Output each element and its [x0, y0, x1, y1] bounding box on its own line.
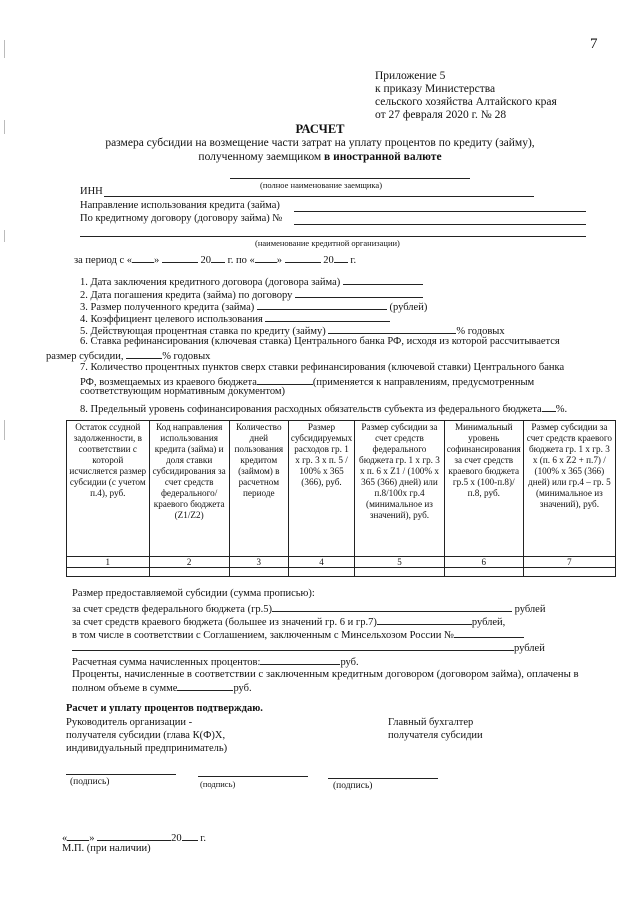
table-data-row [67, 568, 616, 577]
date-end: г. [200, 833, 206, 844]
table-cell[interactable] [288, 568, 354, 577]
signature-line-3[interactable] [328, 778, 438, 779]
bottom-line2 [72, 601, 545, 615]
table-header-cell: Минимальный уровень софинансирования за счет средств краевого бюджета гр.5 х (100-п.8)/п.8, руб. [444, 421, 523, 557]
item-6-line1: 6. Ставка рефинансирования (ключевая ставка) Центрального банка РФ, исходя из которой рассчитывается [80, 336, 560, 347]
appendix-line4: от 27 февраля 2020 г. № 28 [375, 109, 507, 121]
period-day1-field[interactable] [132, 252, 154, 263]
appendix-line1: Приложение 5 [375, 70, 446, 82]
period-quote2: » [276, 255, 283, 266]
item-1-label: 1. Дата заключения кредитного договора (договора займа) [80, 277, 341, 288]
item-8-field[interactable] [542, 401, 556, 412]
table-cell[interactable] [67, 568, 150, 577]
inn-field[interactable] [104, 196, 534, 197]
item-8-label: 8. Предельный уровень софинансирования расходных обязательств субъекта из федерального бюджета [80, 404, 542, 415]
bottom-line5 [72, 640, 545, 654]
interest-suffix: руб. [340, 657, 359, 668]
direction-label: Направление использования кредита (займа) [80, 200, 280, 211]
subtitle-line1: размера субсидии на возмещение части затрат на уплату процентов по кредиту (займу), [105, 137, 535, 149]
item-6-suffix: % годовых [162, 351, 211, 362]
regional-suffix: рублей, [471, 617, 506, 628]
bottom-line4 [72, 627, 524, 641]
margin-mark [4, 420, 5, 440]
item-6-label: размер субсидии, [46, 351, 124, 362]
period-line [74, 252, 356, 266]
item-3-label: 3. Размер полученного кредита (займа) [80, 302, 255, 313]
federal-suffix: рублей [514, 604, 546, 615]
table-col-number: 2 [149, 557, 229, 568]
margin-mark [4, 230, 5, 242]
table-header-cell: Код направления использования кредита (займа) и доля ставки субсидирования за счет средств федерального/краевого бюджета (Z1/Z2) [149, 421, 229, 557]
borrower-line [230, 178, 470, 179]
calculation-table [66, 420, 616, 577]
bottom-line8 [72, 680, 252, 694]
bottom-line1: Размер предоставляемой субсидии (сумма прописью): [72, 588, 315, 599]
date-day-field[interactable] [67, 830, 89, 841]
table-col-number: 7 [523, 557, 615, 568]
item-4-field[interactable] [265, 311, 390, 322]
agreement-ministry-field[interactable] [454, 627, 524, 638]
table-number-row [67, 557, 616, 568]
item-6-field[interactable] [126, 348, 162, 359]
period-day2-field[interactable] [255, 252, 277, 263]
subtitle-line2 [0, 151, 640, 163]
regional-label: за счет средств краевого бюджета (большее из значений гр. 6 и гр.7) [72, 617, 377, 628]
org-line [80, 236, 586, 237]
interest-field[interactable] [260, 654, 340, 665]
item-7-label: РФ, возмещаемых из краевого бюджета [80, 377, 257, 388]
date-line [62, 830, 206, 844]
bottom-line6 [72, 654, 359, 668]
table-col-number: 5 [355, 557, 445, 568]
date-quote: » [89, 833, 95, 844]
period-prefix: за период с « [74, 255, 133, 266]
period-mid: г. по « [227, 255, 255, 266]
item-4-label: 4. Коэффициент целевого использования [80, 314, 263, 325]
date-year-field[interactable] [182, 830, 198, 841]
agreement-amount-field[interactable] [72, 640, 514, 651]
margin-mark [4, 40, 5, 58]
signature-caption-2: (подпись) [200, 779, 236, 789]
period-end: г. [350, 255, 357, 266]
item-6-line2 [46, 348, 210, 362]
item-5-label: 5. Действующая процентная ставка по кредиту (займу) [80, 326, 326, 337]
item-3-suffix: (рублей) [389, 302, 428, 313]
item-8-suffix: %. [555, 404, 568, 415]
table-col-number: 3 [229, 557, 288, 568]
item-2-label: 2. Дата погашения кредита (займа) по договору [80, 290, 293, 301]
table-header-row [67, 421, 616, 557]
item-3-field[interactable] [257, 299, 387, 310]
agreement-field[interactable] [294, 224, 586, 225]
period-year1-field[interactable] [211, 252, 225, 263]
accountant-line2: получателя субсидии [388, 730, 483, 741]
date-prefix: « [62, 833, 68, 844]
org-caption: (наименование кредитной организации) [255, 238, 400, 248]
bottom-line3 [72, 614, 505, 628]
table-header-cell: Количество дней пользования кредитом (займом) в расчетном периоде [229, 421, 288, 557]
table-cell[interactable] [149, 568, 229, 577]
federal-amount-field[interactable] [272, 601, 512, 612]
table-col-number: 1 [67, 557, 150, 568]
signature-caption-3: (подпись) [333, 781, 373, 791]
paid-label: полном объеме в сумме [72, 683, 178, 694]
interest-label: Расчетная сумма начисленных процентов: [72, 657, 261, 668]
head-line2: получателя субсидии (глава К(Ф)Х, [66, 730, 226, 741]
date-month-field[interactable] [97, 830, 171, 841]
period-quote1: » [154, 255, 160, 266]
accountant-line1: Главный бухгалтер [388, 717, 474, 728]
item-7-field[interactable] [257, 374, 313, 385]
item-5-suffix: % годовых [456, 326, 505, 337]
regional-amount-field[interactable] [377, 614, 472, 625]
appendix-line2: к приказу Министерства [375, 83, 496, 95]
inn-label: ИНН [80, 186, 103, 197]
item-7-line1: 7. Количество процентных пунктов сверх ставки рефинансирования (ключевой ставки) Центрального банка [80, 362, 565, 373]
signature-line-1[interactable] [66, 774, 176, 775]
stamp-note: М.П. (при наличии) [62, 843, 151, 854]
period-year1: 20 [200, 255, 212, 266]
table-header-cell: Размер субсидии за счет средств краевого бюджета гр. 1 х гр. 3 х (п. 6 х Z2 + п.7) / (100% х 365 (366) дней) или гр.4 – гр. 5 (минимальное из значений), руб. [523, 421, 615, 557]
bottom-line7: Проценты, начисленные в соответствии с заключенным кредитным договором (договором займа), оплачены в [72, 668, 579, 680]
table-header-cell: Остаток ссудной задолженности, в соответствии с которой исчисляется размер субсидии (с учетом п.4), руб. [67, 421, 150, 557]
page-title: РАСЧЕТ [295, 122, 345, 136]
item-7-line3: соответствующим нормативным документом) [80, 386, 286, 397]
table-header-cell: Размер субсидируемых расходов гр. 1 х гр. 3 х п. 5 / 100% х 365 (366), руб. [288, 421, 354, 557]
direction-field[interactable] [294, 211, 586, 212]
date-year: 20 [171, 833, 182, 844]
item-2-field[interactable] [295, 287, 423, 298]
item-5 [80, 323, 505, 337]
head-line1: Руководитель организации - [66, 717, 193, 728]
agreement-ministry-label: в том числе в соответствии с Соглашением, заключенным с Минсельхозом России № [72, 630, 454, 641]
table-cell[interactable] [444, 568, 523, 577]
table-cell[interactable] [523, 568, 615, 577]
confirm-heading: Расчет и уплату процентов подтверждаю. [66, 703, 263, 714]
item-5-field[interactable] [328, 323, 456, 334]
table-col-number: 6 [444, 557, 523, 568]
table-col-number: 4 [288, 557, 354, 568]
paid-suffix: руб. [233, 683, 252, 694]
head-line3: индивидуальный предприниматель) [66, 743, 228, 754]
period-year2-field[interactable] [334, 252, 348, 263]
table-cell[interactable] [355, 568, 445, 577]
paid-field[interactable] [177, 680, 233, 691]
item-1 [80, 274, 423, 288]
period-year2: 20 [323, 255, 334, 266]
appendix-line3: сельского хозяйства Алтайского края [375, 96, 557, 108]
page-number: 7 [590, 36, 598, 52]
table-header-cell: Размер субсидии за счет средств федерального бюджета гр. 1 х гр. 3 х п. 6 х Z1 / (100% х 365 (366) дней) или п.8/100х гр.4 (минимальное из значений), руб. [355, 421, 445, 557]
table-cell[interactable] [229, 568, 288, 577]
subtitle-normal: полученному заемщиком [198, 151, 325, 163]
item-8 [80, 401, 567, 415]
agreement-label: По кредитному договору (договору займа) № [80, 213, 283, 224]
item-1-field[interactable] [343, 274, 423, 285]
item-7-suffix: (применяется к направлениям, предусмотренным [312, 377, 535, 388]
subtitle-bold: в иностранной валюте [324, 151, 442, 163]
signature-line-2[interactable] [198, 776, 308, 777]
signature-caption-1: (подпись) [70, 777, 110, 787]
borrower-caption: (полное наименование заемщика) [260, 180, 383, 190]
federal-label: за счет средств федерального бюджета (гр.5) [72, 604, 272, 615]
period-month1-field[interactable] [162, 252, 198, 263]
period-month2-field[interactable] [285, 252, 321, 263]
agreement-suffix: рублей [514, 643, 545, 654]
